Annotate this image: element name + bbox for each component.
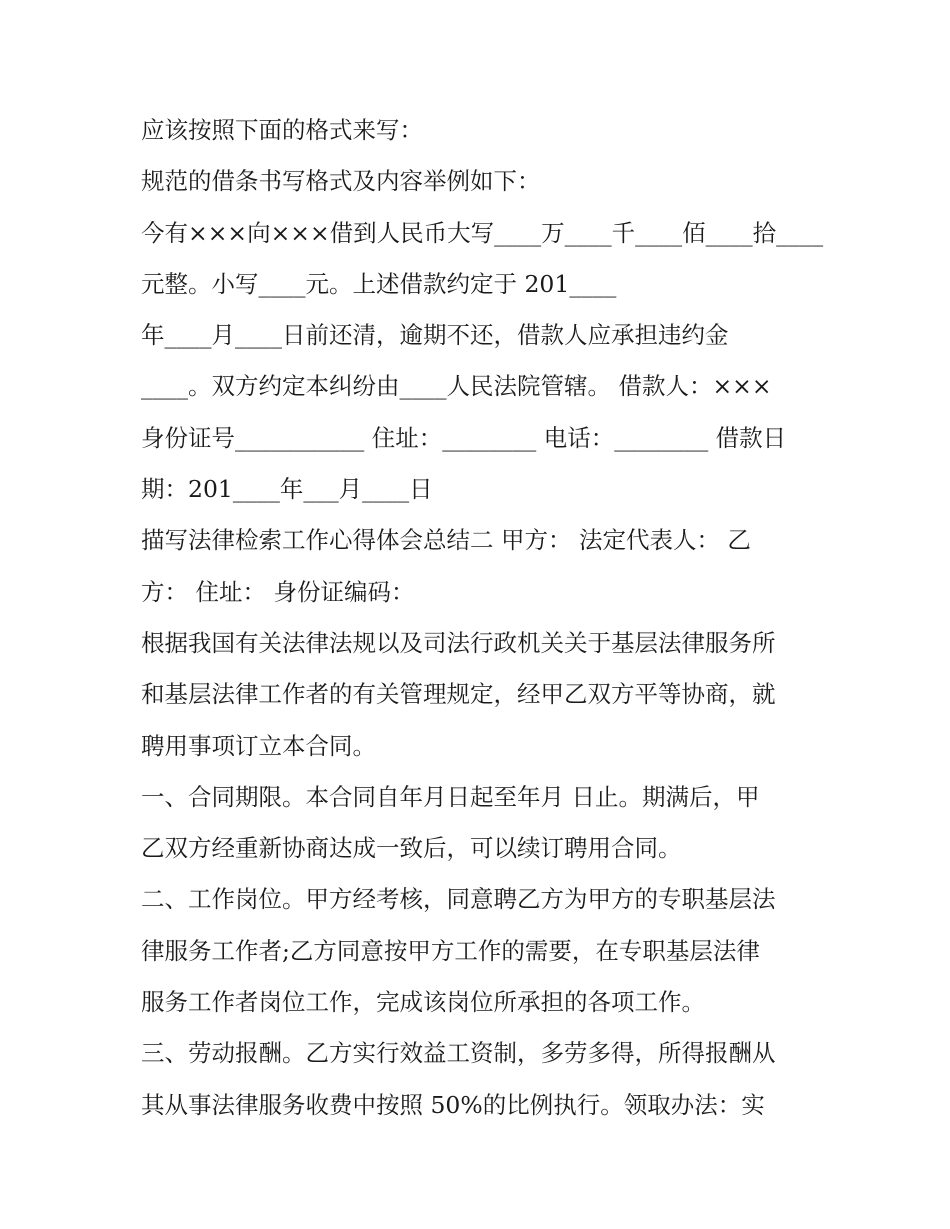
text-line: 规范的借条书写格式及内容举例如下： bbox=[141, 167, 541, 196]
text-line: 期：201____年___月____日 bbox=[141, 475, 433, 504]
text-line: 和基层法律工作者的有关管理规定，经甲乙双方平等协商，就 bbox=[141, 680, 776, 709]
text-line: 今有×××向×××借到人民币大写____万____千____佰____拾____ bbox=[141, 218, 824, 247]
text-line: 三、劳动报酬。乙方实行效益工资制，多劳多得，所得报酬从 bbox=[141, 1039, 776, 1068]
text-line: ____。双方约定本纠纷由____人民法院管辖。 借款人：××× bbox=[141, 372, 772, 401]
text-line: 乙双方经重新协商达成一致后，可以续订聘用合同。 bbox=[141, 834, 682, 863]
text-line: 律服务工作者;乙方同意按甲方工作的需要，在专职基层法律 bbox=[141, 936, 760, 965]
text-line: 元整。小写____元。上述借款约定于 201____ bbox=[141, 269, 617, 298]
text-line: 身份证号___________ 住址：________ 电话：________ 借款日 bbox=[141, 423, 787, 452]
text-line: 年____月____日前还清，逾期不还，借款人应承担违约金 bbox=[141, 321, 729, 350]
text-line: 描写法律检索工作心得体会总结二 甲方： 法定代表人： 乙 bbox=[141, 526, 751, 555]
text-line: 其从事法律服务收费中按照 50%的比例执行。领取办法：实 bbox=[141, 1090, 765, 1119]
text-line: 根据我国有关法律法规以及司法行政机关关于基层法律服务所 bbox=[141, 628, 776, 657]
text-line: 二、工作岗位。甲方经考核，同意聘乙方为甲方的专职基层法 bbox=[141, 885, 776, 914]
text-line: 方： 住址： 身份证编码： bbox=[141, 577, 415, 606]
text-line: 聘用事项订立本合同。 bbox=[141, 731, 376, 760]
text-line: 一、合同期限。本合同自年月日起至年月 日止。期满后，甲 bbox=[141, 782, 760, 811]
document-body bbox=[141, 105, 831, 1131]
text-line: 服务工作者岗位工作，完成该岗位所承担的各项工作。 bbox=[141, 988, 705, 1017]
text-line: 应该按照下面的格式来写： bbox=[141, 116, 423, 144]
